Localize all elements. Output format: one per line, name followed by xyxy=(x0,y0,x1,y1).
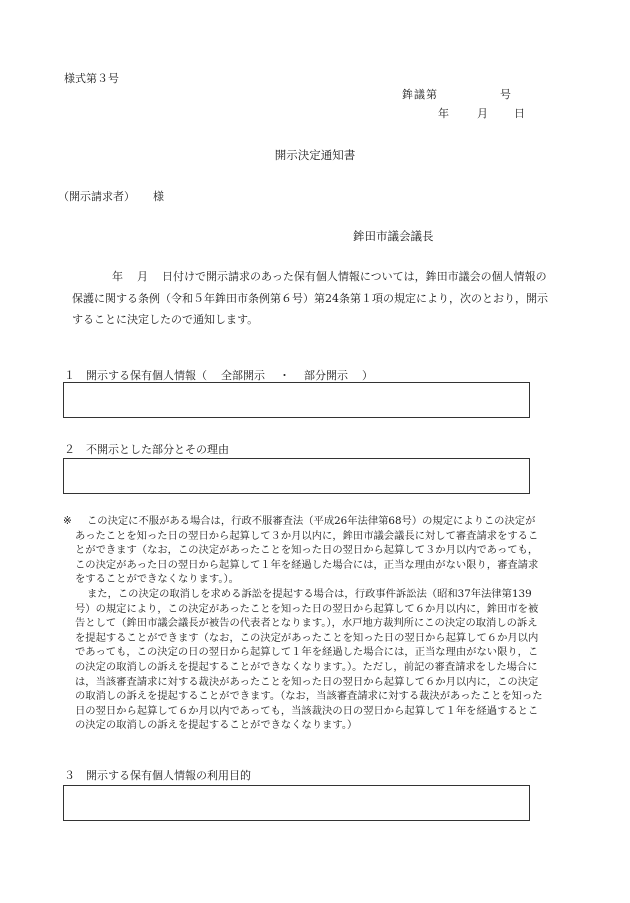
section-1-heading xyxy=(64,367,373,383)
option-partial-disclosure: 部分開示 xyxy=(304,369,348,382)
appeal-notice xyxy=(63,514,543,733)
body-paragraph xyxy=(72,266,550,331)
section-1-entry-box[interactable] xyxy=(63,382,530,418)
date-month: 月 xyxy=(477,107,488,120)
body-text: 日付けで開示請求のあった保有個人情報については，鉾田市議会の個人情報の保護に関する条例（令和５年鉾田市条例第６号）第24条第１項の規定により，次のとおり，開示することに決定したので通知します。 xyxy=(72,270,548,326)
form-number: 様式第３号 xyxy=(64,72,119,85)
date-day: 日 xyxy=(514,107,525,120)
option-separator: ・ xyxy=(279,369,290,382)
section-1-heading-suffix: ） xyxy=(362,369,373,382)
requester-label: （開示請求者） xyxy=(58,190,135,203)
requester-honorific: 様 xyxy=(153,190,164,203)
document-number-suffix: 号 xyxy=(500,88,512,101)
section-2-heading: ２ 不開示とした部分とその理由 xyxy=(64,443,229,456)
body-date-day: 月 xyxy=(137,270,148,283)
document-number xyxy=(402,86,512,102)
date-year: 年 xyxy=(438,107,449,120)
requester-line xyxy=(58,188,164,204)
page-title: 開示決定通知書 xyxy=(274,148,356,162)
appeal-notice-text-2: また，この決定の取消しを求める訴訟を提起する場合は，行政事件訴訟法（昭和37年法律第139号）の規定により，この決定があったことを知った日の翌日から起算して６か月以内に，鉾田市を被告として（鉾田市議会議長が被告の代表者となります。），水戸地方裁判所にこの決定の取消しの訴えを提起することができます（なお，この決定があったことを知った日の翌日から起算して６か月以内であっても，この決定の日の翌日から起算して１年を経過した場合には，正当な理由がない限り，この決定の取消しの訴えを提起することができなくなります。）。ただし，前記の審査請求をした場合には，当該審査請求に対する裁決があったことを知った日の翌日から起算して６か月以内に，この決定の取消しの訴えを提起することができます。（なお，当該審査請求に対する裁決があったことを知った日の翌日から起算して６か月以内であっても，当該裁決の日の翌日から起算して１年を経過するとこの決定の取消しの訴えを提起することができなくなります。） xyxy=(75,587,543,732)
section-3-heading: ３ 開示する保有個人情報の利用目的 xyxy=(64,769,251,782)
section-3-entry-box[interactable] xyxy=(63,785,530,821)
appeal-notice-paragraph-2 xyxy=(63,587,543,733)
option-full-disclosure: 全部開示 xyxy=(221,369,265,382)
appeal-notice-text-1: この決定に不服がある場合は，行政不服審査法（平成26年法律第68号）の規定によりこの決定があったことを知った日の翌日から起算して３か月以内に，鉾田市議会議長に対して審査請求をすることができます（なお，この決定があったことを知った日の翌日から起算して３か月以内であっても，この決定があった日の翌日から起算して１年を経過した場合には，正当な理由がない限り，審査請求をすることができなくなります。）。 xyxy=(75,515,539,586)
body-date-month: 年 xyxy=(112,270,123,283)
sender-name: 鉾田市議会議長 xyxy=(353,229,434,243)
document-number-prefix: 鉾議第 xyxy=(402,88,438,101)
issue-date xyxy=(438,105,525,121)
section-1-heading-prefix: １ 開示する保有個人情報（ xyxy=(64,369,207,382)
notice-mark: ※ xyxy=(63,515,72,527)
appeal-notice-paragraph-1 xyxy=(63,514,543,587)
section-2-entry-box[interactable] xyxy=(63,458,530,494)
